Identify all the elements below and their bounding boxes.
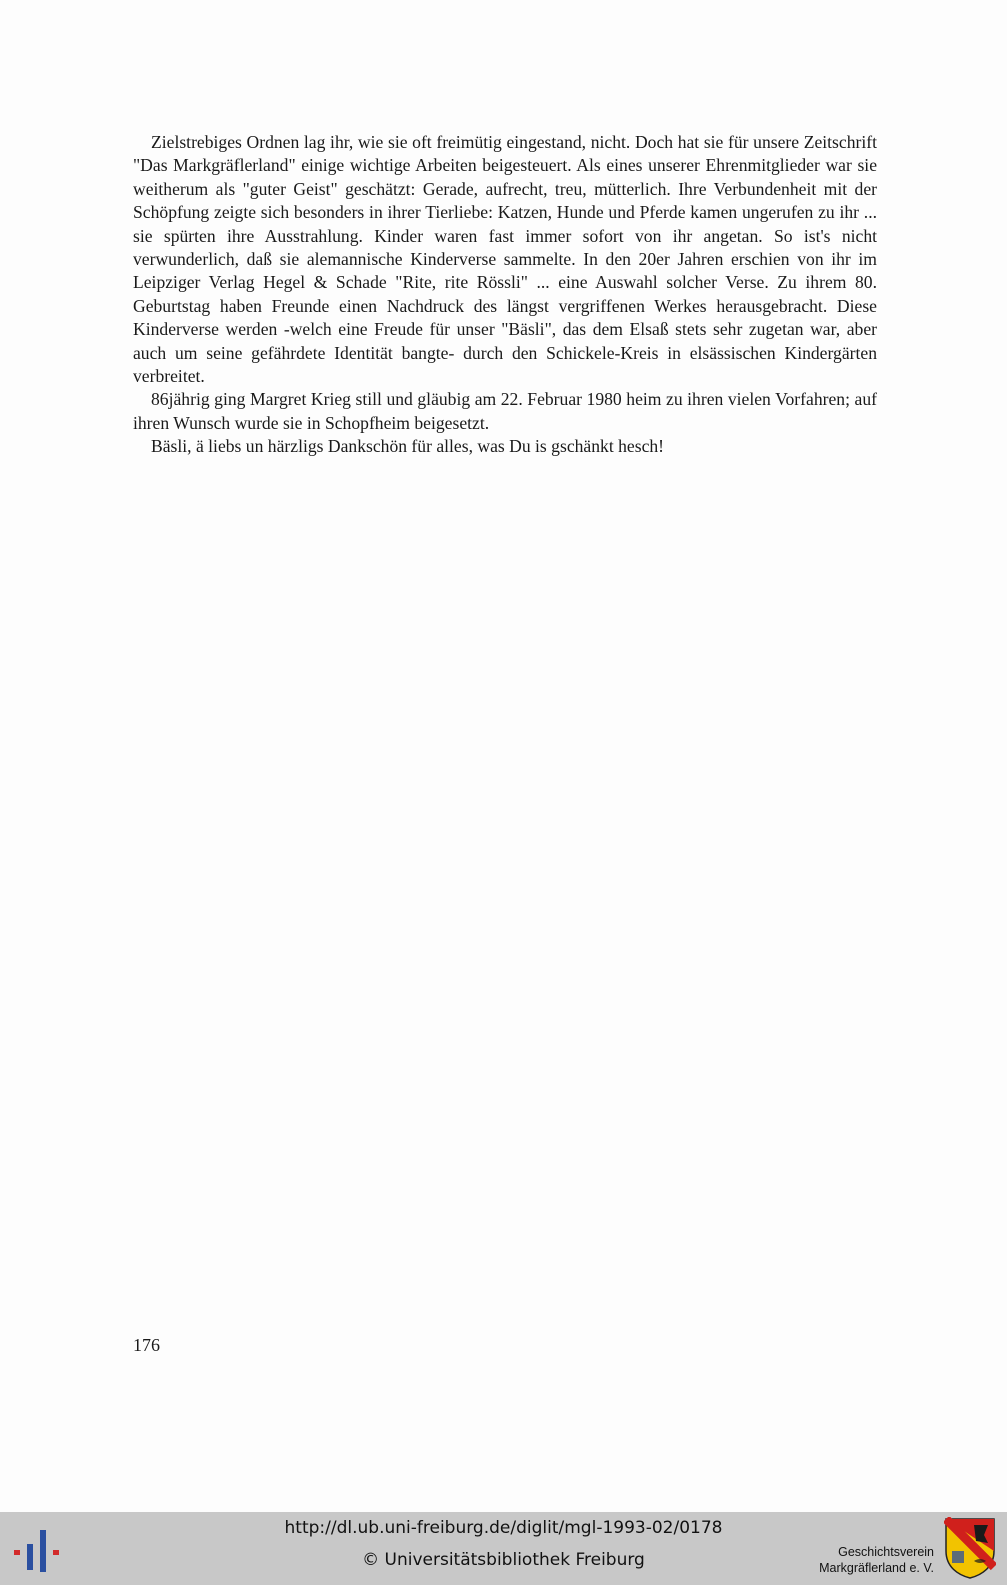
paragraph: Zielstrebiges Ordnen lag ihr, wie sie oft freimütig eingestand, nicht. Doch hat sie für unsere Zeitschrift "Das Markgräflerland" einige wichtige Arbeiten beigesteuert. Als eines unserer Ehrenmitglieder war sie weitherum als "guter Geist" geschätzt: Gerade, aufrecht, treu, mütterlich. Ihre Verbundenheit mit der Schöpfung zeigte sich besonders in ihrer Tierliebe: Katzen, Hunde und Pferde kamen ungerufen zu ihr ... sie spürten ihre Ausstrahlung. Kinder waren fast immer sofort von ihr angetan. So ist's nicht verwunderlich, daß sie alemannische Kinderverse sammelte. In den 20er Jahren erschien von ihr im Leipziger Verlag Hegel & Schade "Rite, rite Rössli" ... eine Auswahl solcher Verse. Zu ihrem 80. Geburtstag haben Freunde einen Nachdruck des längst vergriffenen Werkes herausgebracht. Diese Kinderverse werden -welch eine Freude für unser "Bäsli", das dem Elsaß stets sehr zugetan war, aber auch um seine gefährdete Identität bangte- durch den Schickele-Kreis in elsässischen Kindergärten verbreitet. bbox=[133, 132, 877, 387]
coat-of-arms-icon bbox=[944, 1517, 996, 1579]
permalink-url[interactable]: http://dl.ub.uni-freiburg.de/diglit/mgl-1993-02/0178 bbox=[284, 1518, 723, 1538]
page-number: 176 bbox=[133, 1335, 160, 1355]
article-body bbox=[133, 131, 877, 459]
society-line-2: Markgräflerland e. V. bbox=[819, 1561, 934, 1575]
paragraph: 86jährig ging Margret Krieg still und gläubig am 22. Februar 1980 heim zu ihren vielen Vorfahren; auf ihren Wunsch wurde sie in Schopfheim beigesetzt. bbox=[133, 389, 877, 433]
society-name bbox=[819, 1544, 934, 1576]
paragraph: Bäsli, ä liebs un härzligs Dankschön für alles, was Du is gschänkt hesch! bbox=[151, 436, 665, 457]
footer-bar bbox=[0, 1512, 1007, 1585]
society-line-1: Geschichtsverein bbox=[838, 1545, 934, 1559]
copyright-notice: © Universitätsbibliothek Freiburg bbox=[362, 1550, 645, 1570]
